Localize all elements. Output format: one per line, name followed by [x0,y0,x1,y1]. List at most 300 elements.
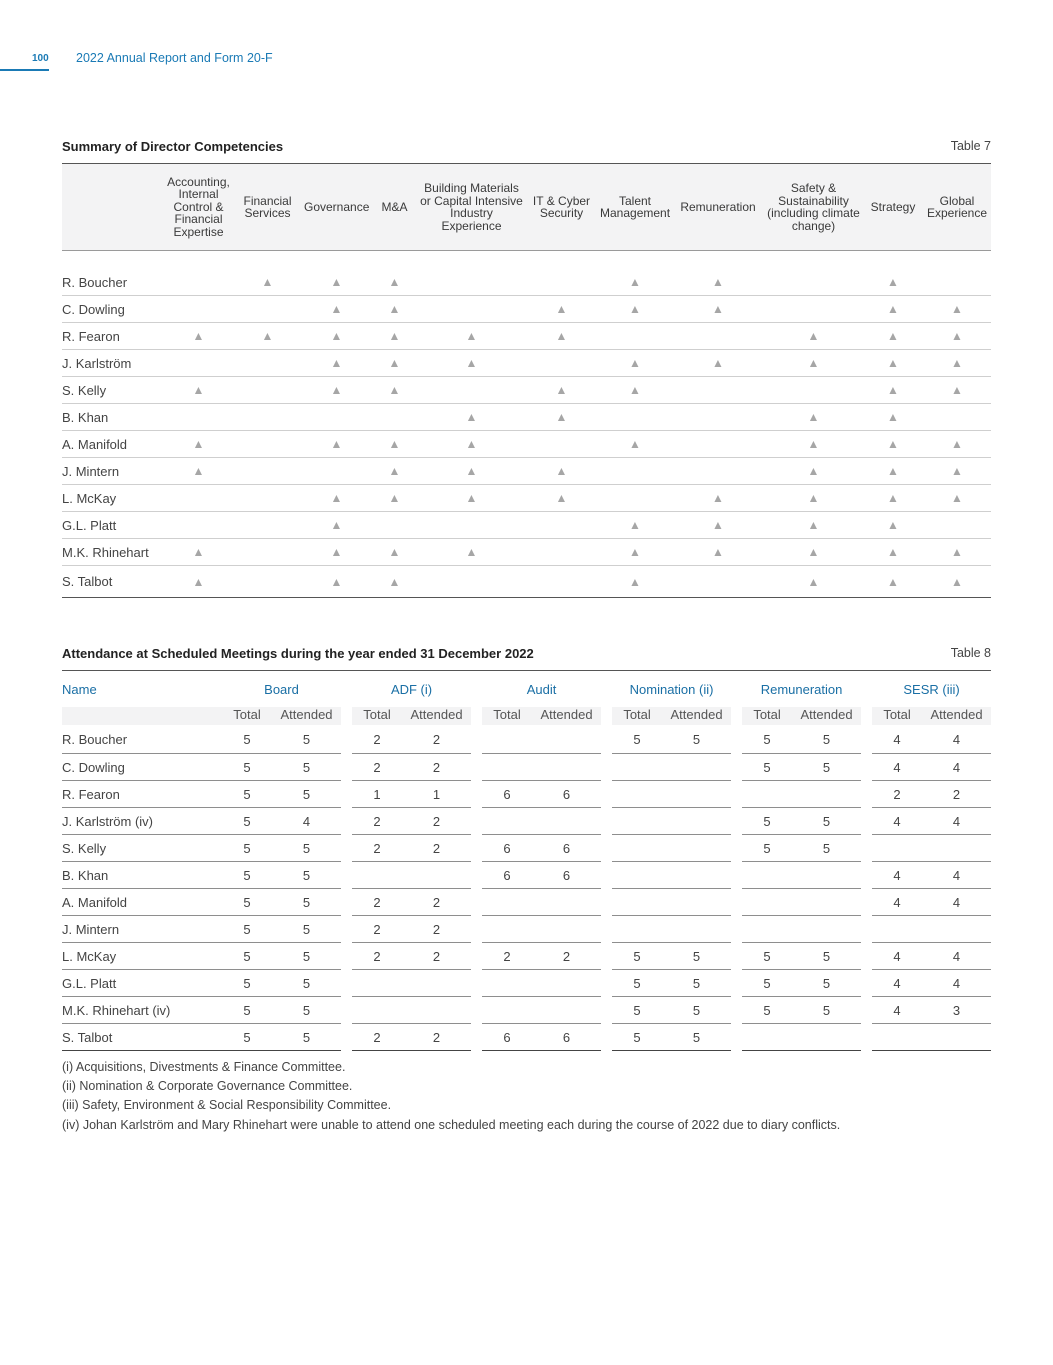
director-name: R. Fearon [62,781,222,808]
triangle-marker-icon: ▲ [330,437,343,451]
triangle-marker-icon: ▲ [192,329,205,343]
group-gap [731,808,742,835]
competency-cell [672,539,764,566]
table7-title: Summary of Director Competencies [62,139,284,154]
total-value: 6 [482,862,532,889]
competency-cell [598,458,672,485]
group-gap [471,997,482,1024]
triangle-marker-icon: ▲ [388,329,401,343]
triangle-marker-icon: ▲ [807,356,820,370]
triangle-marker-icon: ▲ [465,329,478,343]
triangle-marker-icon: ▲ [555,491,568,505]
triangle-marker-icon: ▲ [807,574,820,589]
group-gap [471,781,482,808]
director-name: R. Fearon [62,323,164,350]
total-value [482,970,532,997]
triangle-marker-icon: ▲ [388,383,401,397]
total-value: 5 [222,970,272,997]
competency-cell [598,404,672,431]
triangle-marker-icon: ▲ [629,383,641,397]
committee-header: SESR (iii) [903,681,960,697]
competency-cell [233,566,302,598]
competency-cell [164,485,233,512]
attended-value: 4 [922,725,991,754]
attended-subheader: Attended [532,707,601,725]
competency-cell [923,512,991,539]
director-name: S. Talbot [62,1024,222,1051]
attended-value: 5 [272,754,341,781]
sub-header-blank [62,707,222,725]
total-value [612,889,662,916]
footnote: (i) Acquisitions, Divestments & Finance Committee. [62,1060,346,1074]
attended-value: 6 [532,862,601,889]
group-gap [861,916,872,943]
competency-cell [598,377,672,404]
competency-cell [302,350,371,377]
group-gap [601,943,612,970]
attended-value: 3 [922,997,991,1024]
competency-cell [233,251,302,296]
total-value: 6 [482,781,532,808]
competency-cell [525,485,598,512]
competency-cell [863,350,923,377]
footnote: (iv) Johan Karlström and Mary Rhinehart were unable to attend one scheduled meeting each during the course of 2022 due to diary conflicts. [62,1117,841,1132]
competency-cell [233,323,302,350]
total-value [482,808,532,835]
total-value [612,754,662,781]
attended-value: 2 [402,725,471,754]
footnote: (ii) Nomination & Corporate Governance Committee. [62,1079,353,1094]
competency-cell [164,512,233,539]
page-number-rule [0,69,49,71]
total-value [612,781,662,808]
committee-header: ADF (i) [390,681,433,697]
triangle-marker-icon: ▲ [887,302,899,316]
competency-row [62,251,991,296]
total-value: 5 [612,1024,662,1051]
competency-cell [598,350,672,377]
total-value [482,725,532,754]
competency-cell [923,485,991,512]
triangle-marker-icon: ▲ [629,356,641,370]
total-value: 2 [352,943,402,970]
attendance-row [62,916,991,943]
footnotes [62,1058,840,1135]
competency-cell [923,251,991,296]
total-value: 5 [222,725,272,754]
attended-value: 5 [792,835,861,862]
total-value [872,1024,922,1051]
competency-cell [672,296,764,323]
attendance-row [62,835,991,862]
attended-value: 4 [272,808,341,835]
director-name: J. Mintern [62,916,222,943]
attended-value: 4 [922,970,991,997]
table8-title: Attendance at Scheduled Meetings during the year ended 31 December 2022 [62,646,534,661]
competency-cell [418,323,525,350]
triangle-marker-icon: ▲ [887,329,899,343]
attendance-row [62,943,991,970]
attended-value [532,916,601,943]
total-subheader: Total [482,707,532,725]
competency-cell [164,431,233,458]
competency-cell [863,404,923,431]
competency-cell [598,296,672,323]
competency-cell [672,431,764,458]
competency-cell [525,458,598,485]
total-subheader: Total [612,707,662,725]
total-value: 2 [352,754,402,781]
triangle-marker-icon: ▲ [887,437,899,451]
attended-subheader: Attended [272,707,341,725]
competency-header: Accounting, Internal Control & Financial Expertise [164,164,233,251]
competency-cell [525,251,598,296]
group-gap [731,835,742,862]
competency-cell [164,377,233,404]
group-gap [341,671,352,708]
attended-value [402,862,471,889]
competency-cell [418,350,525,377]
triangle-marker-icon: ▲ [712,356,724,370]
total-value: 5 [222,916,272,943]
committee-header: Audit [526,681,557,697]
competency-cell [598,566,672,598]
group-gap [471,707,482,725]
triangle-marker-icon: ▲ [807,491,820,505]
total-value: 5 [222,835,272,862]
attended-value [662,862,731,889]
group-gap [601,889,612,916]
competency-row [62,404,991,431]
group-gap [731,725,742,754]
attended-value [662,835,731,862]
meeting-attendance-table [62,670,991,1051]
competency-cell [672,485,764,512]
group-gap [861,970,872,997]
competency-cell [525,377,598,404]
competency-cell [863,539,923,566]
group-gap [861,725,872,754]
group-gap [601,1024,612,1051]
triangle-marker-icon: ▲ [951,383,963,397]
attended-value [402,970,471,997]
competency-header: Talent Management [598,164,672,251]
attended-value: 4 [922,943,991,970]
group-gap [471,970,482,997]
director-name: S. Kelly [62,835,222,862]
competency-row [62,296,991,323]
group-gap [341,943,352,970]
competency-cell [764,323,863,350]
total-value: 5 [742,754,792,781]
total-value: 2 [352,835,402,862]
group-gap [601,997,612,1024]
group-gap [601,725,612,754]
competency-cell [302,566,371,598]
director-name: C. Dowling [62,754,222,781]
group-gap [341,808,352,835]
triangle-marker-icon: ▲ [951,464,963,478]
total-value: 5 [222,808,272,835]
total-subheader: Total [872,707,922,725]
triangle-marker-icon: ▲ [261,275,274,289]
attended-value: 5 [662,1024,731,1051]
attended-value: 5 [662,725,731,754]
triangle-marker-icon: ▲ [951,545,963,559]
competency-cell [302,512,371,539]
group-gap [341,970,352,997]
competency-cell [418,485,525,512]
competency-cell [302,296,371,323]
attended-subheader: Attended [792,707,861,725]
attended-value [662,889,731,916]
total-value [742,862,792,889]
total-value: 4 [872,889,922,916]
group-gap [601,970,612,997]
director-name: G.L. Platt [62,512,164,539]
group-gap [471,889,482,916]
competency-cell [923,566,991,598]
triangle-marker-icon: ▲ [330,518,343,532]
total-value [612,862,662,889]
triangle-marker-icon: ▲ [887,491,899,505]
director-name: R. Boucher [62,251,164,296]
triangle-marker-icon: ▲ [951,302,963,316]
triangle-marker-icon: ▲ [807,437,820,451]
triangle-marker-icon: ▲ [330,275,343,289]
triangle-marker-icon: ▲ [807,329,820,343]
total-value: 5 [742,808,792,835]
attended-value: 4 [922,808,991,835]
total-value: 5 [222,754,272,781]
attended-value: 5 [272,916,341,943]
attended-value [922,916,991,943]
competency-cell [525,404,598,431]
group-gap [861,707,872,725]
competency-cell [233,350,302,377]
competency-header: Global Experience [923,164,991,251]
director-name: J. Karlström [62,350,164,377]
competency-cell [233,377,302,404]
attended-value [532,889,601,916]
total-value: 5 [612,970,662,997]
table7-label: Table 7 [950,139,991,153]
attended-value: 5 [272,862,341,889]
competency-cell [371,566,418,598]
attended-value [792,781,861,808]
group-gap [731,671,742,708]
triangle-marker-icon: ▲ [712,518,724,532]
footnote: (iii) Safety, Environment & Social Responsibility Committee. [62,1098,392,1113]
group-gap [471,916,482,943]
director-name: A. Manifold [62,431,164,458]
competency-cell [418,377,525,404]
triangle-marker-icon: ▲ [330,491,343,505]
competency-row [62,539,991,566]
attended-value: 5 [792,754,861,781]
attended-value: 2 [532,943,601,970]
competency-cell [233,404,302,431]
competency-cell [418,539,525,566]
competency-cell [525,539,598,566]
competency-cell [525,431,598,458]
triangle-marker-icon: ▲ [192,464,205,478]
competency-cell [923,431,991,458]
competency-cell [672,251,764,296]
total-subheader: Total [222,707,272,725]
competency-cell [672,404,764,431]
triangle-marker-icon: ▲ [951,491,963,505]
attended-value: 5 [792,943,861,970]
group-gap [861,808,872,835]
triangle-marker-icon: ▲ [807,410,820,424]
table7-heading [62,139,991,159]
total-value [742,916,792,943]
group-gap [601,916,612,943]
group-gap [341,1024,352,1051]
attendance-row [62,754,991,781]
triangle-marker-icon: ▲ [555,464,568,478]
total-value [612,808,662,835]
triangle-marker-icon: ▲ [887,574,899,589]
group-gap [601,808,612,835]
competency-cell [598,512,672,539]
competency-cell [863,377,923,404]
attended-value: 5 [792,997,861,1024]
competency-header-blank [62,164,164,251]
triangle-marker-icon: ▲ [330,302,343,316]
group-gap [341,889,352,916]
attended-value: 5 [792,808,861,835]
triangle-marker-icon: ▲ [388,302,401,316]
competency-cell [371,296,418,323]
attended-value: 5 [272,835,341,862]
committee-header: Board [264,681,299,697]
attended-value [792,916,861,943]
triangle-marker-icon: ▲ [887,410,899,424]
group-gap [731,997,742,1024]
attended-value: 2 [402,916,471,943]
attended-value: 5 [662,970,731,997]
total-value: 6 [482,835,532,862]
attended-value: 4 [922,754,991,781]
competency-cell [302,458,371,485]
attended-value: 6 [532,781,601,808]
group-gap [471,725,482,754]
attended-value [402,997,471,1024]
attended-value: 2 [402,835,471,862]
competency-row [62,566,991,598]
competency-cell [418,512,525,539]
competency-cell [764,296,863,323]
competency-row [62,350,991,377]
group-gap [471,835,482,862]
triangle-marker-icon: ▲ [951,356,963,370]
total-value: 5 [742,997,792,1024]
group-gap [731,943,742,970]
competency-cell [764,458,863,485]
total-value: 5 [742,970,792,997]
triangle-marker-icon: ▲ [330,545,343,559]
group-gap [341,754,352,781]
name-column-header: Name [62,681,97,697]
total-value: 2 [352,725,402,754]
attended-value [922,835,991,862]
total-value [872,835,922,862]
competency-cell [371,323,418,350]
competency-cell [923,377,991,404]
triangle-marker-icon: ▲ [465,545,478,559]
group-gap [861,997,872,1024]
total-value [742,781,792,808]
attended-value: 5 [272,781,341,808]
attended-value [532,754,601,781]
triangle-marker-icon: ▲ [388,545,401,559]
competency-row [62,377,991,404]
group-gap [341,916,352,943]
attendance-row [62,970,991,997]
competency-cell [764,512,863,539]
total-value: 1 [352,781,402,808]
director-name: M.K. Rhinehart (iv) [62,997,222,1024]
attended-value: 2 [402,943,471,970]
competency-cell [418,296,525,323]
triangle-marker-icon: ▲ [555,410,568,424]
total-value: 2 [352,889,402,916]
attended-value [532,997,601,1024]
attendance-row [62,1024,991,1051]
group-gap [471,1024,482,1051]
attended-value: 5 [272,1024,341,1051]
triangle-marker-icon: ▲ [388,574,401,589]
competency-cell [371,485,418,512]
group-gap [731,862,742,889]
director-name: M.K. Rhinehart [62,539,164,566]
competency-cell [672,458,764,485]
group-gap [861,943,872,970]
attended-value: 2 [402,754,471,781]
competency-cell [764,566,863,598]
group-gap [731,889,742,916]
page-header [0,50,400,74]
total-value: 5 [222,943,272,970]
total-value: 2 [352,1024,402,1051]
competency-cell [923,350,991,377]
competency-cell [302,485,371,512]
competency-cell [525,350,598,377]
total-value: 6 [482,1024,532,1051]
total-value [352,970,402,997]
competency-header: M&A [371,164,418,251]
attended-value: 5 [272,970,341,997]
total-value: 5 [742,943,792,970]
group-gap [861,671,872,708]
attended-value: 2 [922,781,991,808]
competency-cell [164,251,233,296]
total-value: 5 [612,997,662,1024]
attended-subheader: Attended [922,707,991,725]
competency-cell [764,350,863,377]
group-gap [601,781,612,808]
group-gap [341,725,352,754]
triangle-marker-icon: ▲ [887,275,899,289]
total-value: 5 [222,997,272,1024]
group-gap [861,781,872,808]
committee-header: Nomination (ii) [629,681,714,697]
competency-cell [923,323,991,350]
triangle-marker-icon: ▲ [712,545,724,559]
competency-cell [233,458,302,485]
